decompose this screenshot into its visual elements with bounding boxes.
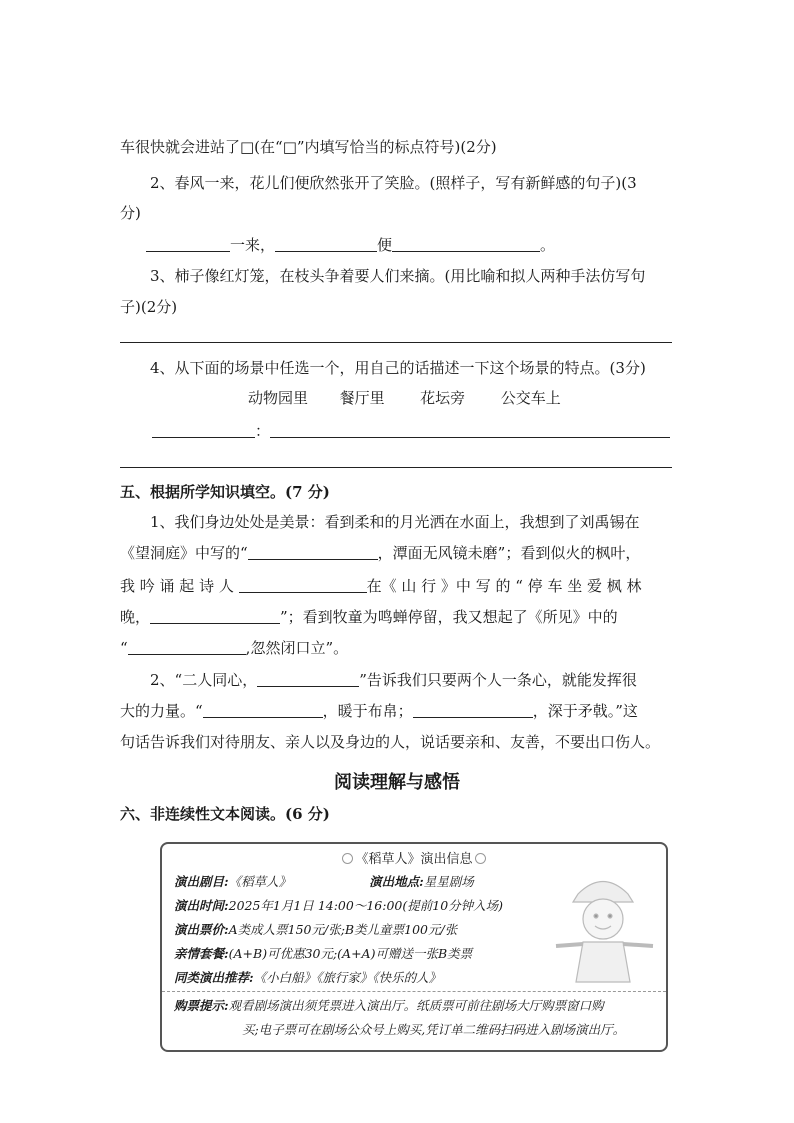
row-tips-cont: 买;电子票可在剧场公众号上购买,凭订单二维码扫码进入剧场演出厅。: [242, 1022, 626, 1037]
answer-line[interactable]: [120, 467, 672, 468]
question-4: 4、从下面的场景中任选一个，用自己的话描述一下这个场景的特点。(3分): [150, 359, 646, 377]
s5-q1-line1: 1、我们身边处处是美景：看到柔和的月光洒在水面上，我想到了刘禹锡在: [150, 513, 640, 531]
question-3-cont: 子)(2分): [120, 298, 178, 316]
scene-option: 公交车上: [500, 389, 561, 407]
row-price: 演出票价:A类成人票150元/张;B类儿童票100元/张: [174, 922, 458, 937]
scene-options: [248, 388, 561, 408]
row-program: 演出剧目:《稻草人》 演出地点:星星剧场: [174, 874, 474, 889]
s5-q2-line3: 句话告诉我们对待朋友、亲人以及身边的人，说话要亲和、友善，不要出口伤人。: [120, 733, 661, 751]
row-tips: 购票提示:观看剧场演出须凭票进入演出厅。纸质票可前往剧场大厅购票窗口购: [174, 998, 604, 1013]
blank[interactable]: [152, 423, 255, 438]
s5-q1-line5: “ ,忽然闭口立”。: [120, 639, 349, 657]
answer-line[interactable]: [120, 342, 672, 343]
part-title: 阅读理解与感悟: [334, 772, 460, 793]
scarecrow-icon: [548, 864, 658, 984]
divider: [162, 991, 666, 992]
flower-icon: [475, 853, 486, 864]
row-package: 亲情套餐:(A+B)可优惠30元;(A+A)可赠送一张B类票: [174, 946, 473, 961]
blank[interactable]: [239, 578, 367, 593]
s5-q1-line3: 我 吟 诵 起 诗 人 在《 山 行 》中 写 的 “ 停 车 坐 爱 枫 林: [120, 577, 642, 595]
card-title: 《稻草人》演出信息: [162, 848, 666, 867]
blank[interactable]: [413, 703, 533, 718]
s5-q1-line2: 《望洞庭》中写的“ ，潭面无风镜未磨”；看到似火的枫叶，: [120, 544, 641, 562]
scene-option: 动物园里: [248, 389, 309, 407]
s5-q2-line2: 大的力量。“ ，暖于布帛； ，深于矛戟。”这: [120, 702, 638, 720]
blank[interactable]: [146, 237, 230, 252]
s5-q1-line4: 晚， ”；看到牧童为鸣蝉停留，我又想起了《所见》中的: [120, 608, 618, 626]
question-2-answer-line: 一来， 便 。: [146, 235, 555, 255]
blank[interactable]: [275, 237, 377, 252]
question-2-cont: 分): [120, 204, 141, 222]
question-3: 3、柿子像红灯笼，在枝头争着要人们来摘。(用比喻和拟人两种手法仿写句: [150, 267, 646, 285]
blank[interactable]: [392, 237, 540, 252]
blank[interactable]: [257, 672, 359, 687]
section-6-title: 六、非连续性文本阅读。(6 分): [120, 805, 330, 823]
row-recommend: 同类演出推荐:《小白船》《旅行家》《快乐的人》: [174, 970, 442, 985]
row-time: 演出时间:2025年1月1日 14:00～16:00(提前10分钟入场): [174, 898, 504, 913]
scene-option: 餐厅里: [339, 389, 385, 407]
question-tail: 车很快就会进站了□(在“□”内填写恰当的标点符号)(2分): [120, 138, 497, 156]
flower-icon: [342, 853, 353, 864]
question-4-answer-line: ：: [152, 421, 670, 441]
show-info-card: [160, 842, 668, 1052]
blank[interactable]: [150, 609, 280, 624]
question-2: 2、春风一来，花儿们便欣然张开了笑脸。(照样子，写有新鲜感的句子)(3: [150, 174, 637, 192]
blank[interactable]: [203, 703, 323, 718]
scene-option: 花坛旁: [420, 389, 466, 407]
section-5-title: 五、根据所学知识填空。(7 分): [120, 483, 330, 501]
blank[interactable]: [128, 640, 246, 655]
blank[interactable]: [248, 545, 378, 560]
blank[interactable]: [270, 423, 670, 438]
s5-q2-line1: 2、“二人同心， ”告诉我们只要两个人一条心，就能发挥很: [150, 671, 637, 689]
